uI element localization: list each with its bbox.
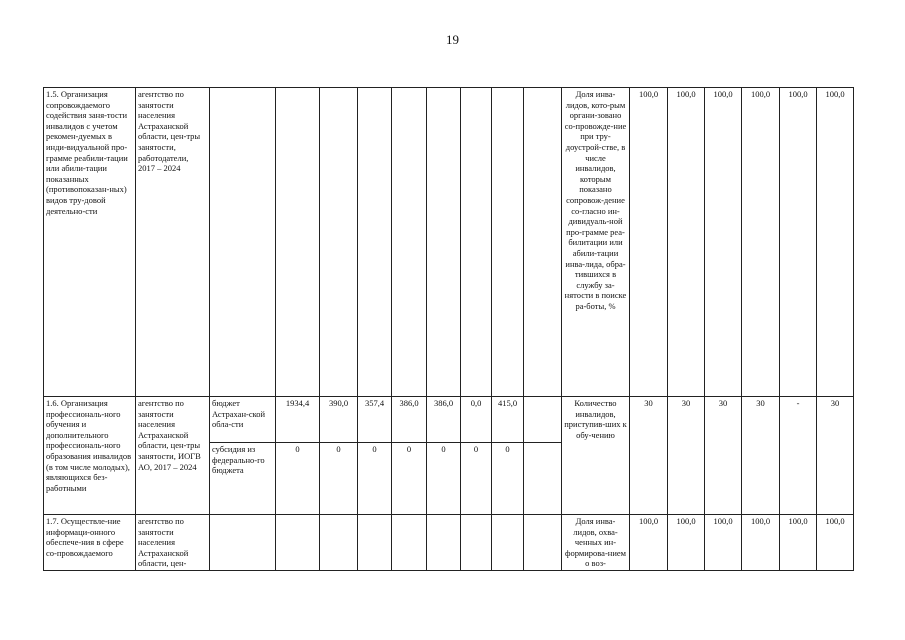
funding-cell bbox=[524, 443, 562, 515]
funding-cell: 390,0 bbox=[320, 397, 358, 443]
value-cell: 30 bbox=[668, 397, 705, 515]
executor-cell: агентство по занятости населения Астраханской области, цен-тры занятости, работодатели, 2017 – 2024 bbox=[136, 88, 210, 397]
value-cell: 30 bbox=[817, 397, 854, 515]
table-row bbox=[44, 515, 854, 571]
executor-text: агентство по занятости населения Астраханской области, цен- bbox=[138, 516, 189, 569]
value-cell: 100,0 bbox=[705, 88, 742, 397]
source-cell bbox=[210, 515, 276, 571]
funding-cell bbox=[276, 88, 320, 397]
source-cell: субсидия из федерально-го бюджета bbox=[210, 443, 276, 515]
indicator-cell bbox=[562, 515, 630, 571]
value-cell: 100,0 bbox=[780, 88, 817, 397]
value-cell: 100,0 bbox=[742, 88, 780, 397]
value-cell: 100,0 bbox=[630, 515, 668, 571]
value-cell: 100,0 bbox=[668, 88, 705, 397]
funding-cell bbox=[276, 515, 320, 571]
executor-cell: агентство по занятости населения Астраханской области, цен-тры занятости, ИОГВ АО, 2017 – 2024 bbox=[136, 397, 210, 515]
value-cell: 100,0 bbox=[817, 88, 854, 397]
measure-cell: 1.5. Организация сопровождаемого содействия заня-тости инвалидов с учетом рекомен-дуемых в инди-видуальной про-грамме реабили-тации или абили-тации показанных (противопоказан-ных) видов тру-довой деятельно-сти bbox=[44, 88, 136, 397]
funding-cell bbox=[524, 515, 562, 571]
funding-cell: 0 bbox=[320, 443, 358, 515]
value-cell: 100,0 bbox=[630, 88, 668, 397]
value-cell: 100,0 bbox=[817, 515, 854, 571]
measure-text: 1.7. Осуществле-ние информаци-онного обеспече-ния в сфере со-провождаемого bbox=[46, 516, 124, 558]
table-row bbox=[44, 397, 854, 443]
indicator-cell: Количество инвалидов, приступив-ших к обу-чению bbox=[562, 397, 630, 515]
funding-cell bbox=[492, 515, 524, 571]
funding-cell bbox=[358, 515, 392, 571]
value-cell: 30 bbox=[742, 397, 780, 515]
funding-cell bbox=[492, 88, 524, 397]
measure-cell: 1.6. Организация профессиональ-ного обучения и дополнительного профессиональ-ного образования инвалидов (в том числе молодых), являющихся без-работными bbox=[44, 397, 136, 515]
funding-cell bbox=[461, 88, 492, 397]
funding-cell: 0 bbox=[358, 443, 392, 515]
funding-cell: 0 bbox=[427, 443, 461, 515]
funding-cell bbox=[524, 397, 562, 443]
funding-cell bbox=[524, 88, 562, 397]
source-cell: бюджет Астрахан-ской обла-сти bbox=[210, 397, 276, 443]
funding-cell: 0 bbox=[492, 443, 524, 515]
indicator-text: Доля инва-лидов, охва-ченных ин-формирова-нием о воз- bbox=[564, 516, 627, 569]
funding-cell bbox=[461, 515, 492, 571]
value-cell: - bbox=[780, 397, 817, 515]
funding-cell: 386,0 bbox=[427, 397, 461, 443]
funding-cell bbox=[392, 88, 427, 397]
value-cell: 100,0 bbox=[668, 515, 705, 571]
value-cell: 30 bbox=[630, 397, 668, 515]
funding-cell: 357,4 bbox=[358, 397, 392, 443]
funding-cell bbox=[320, 88, 358, 397]
page-number: 19 bbox=[446, 32, 459, 47]
table-row bbox=[44, 88, 854, 397]
source-cell bbox=[210, 88, 276, 397]
funding-cell bbox=[427, 515, 461, 571]
program-table bbox=[43, 87, 854, 571]
value-cell: 100,0 bbox=[705, 515, 742, 571]
value-cell: 100,0 bbox=[780, 515, 817, 571]
funding-cell bbox=[320, 515, 358, 571]
indicator-cell: Доля инва-лидов, кото-рым органи-зовано со-провожде-ние при тру-доустрой-стве, в числе инвалидов, которым показано сопровож-дение со-гласно ин-дивидуаль-ной про-грамме реа-билитации или абили-тации инва-лида, обра-тившихся в службу за-нятости в поиске ра-боты, % bbox=[562, 88, 630, 397]
funding-cell bbox=[392, 515, 427, 571]
funding-cell: 1934,4 bbox=[276, 397, 320, 443]
funding-cell: 0 bbox=[392, 443, 427, 515]
measure-cell bbox=[44, 515, 136, 571]
funding-cell: 415,0 bbox=[492, 397, 524, 443]
value-cell: 30 bbox=[705, 397, 742, 515]
funding-cell: 0 bbox=[461, 443, 492, 515]
value-cell: 100,0 bbox=[742, 515, 780, 571]
funding-cell bbox=[427, 88, 461, 397]
funding-cell: 386,0 bbox=[392, 397, 427, 443]
executor-cell bbox=[136, 515, 210, 571]
funding-cell: 0 bbox=[276, 443, 320, 515]
funding-cell: 0,0 bbox=[461, 397, 492, 443]
funding-cell bbox=[358, 88, 392, 397]
